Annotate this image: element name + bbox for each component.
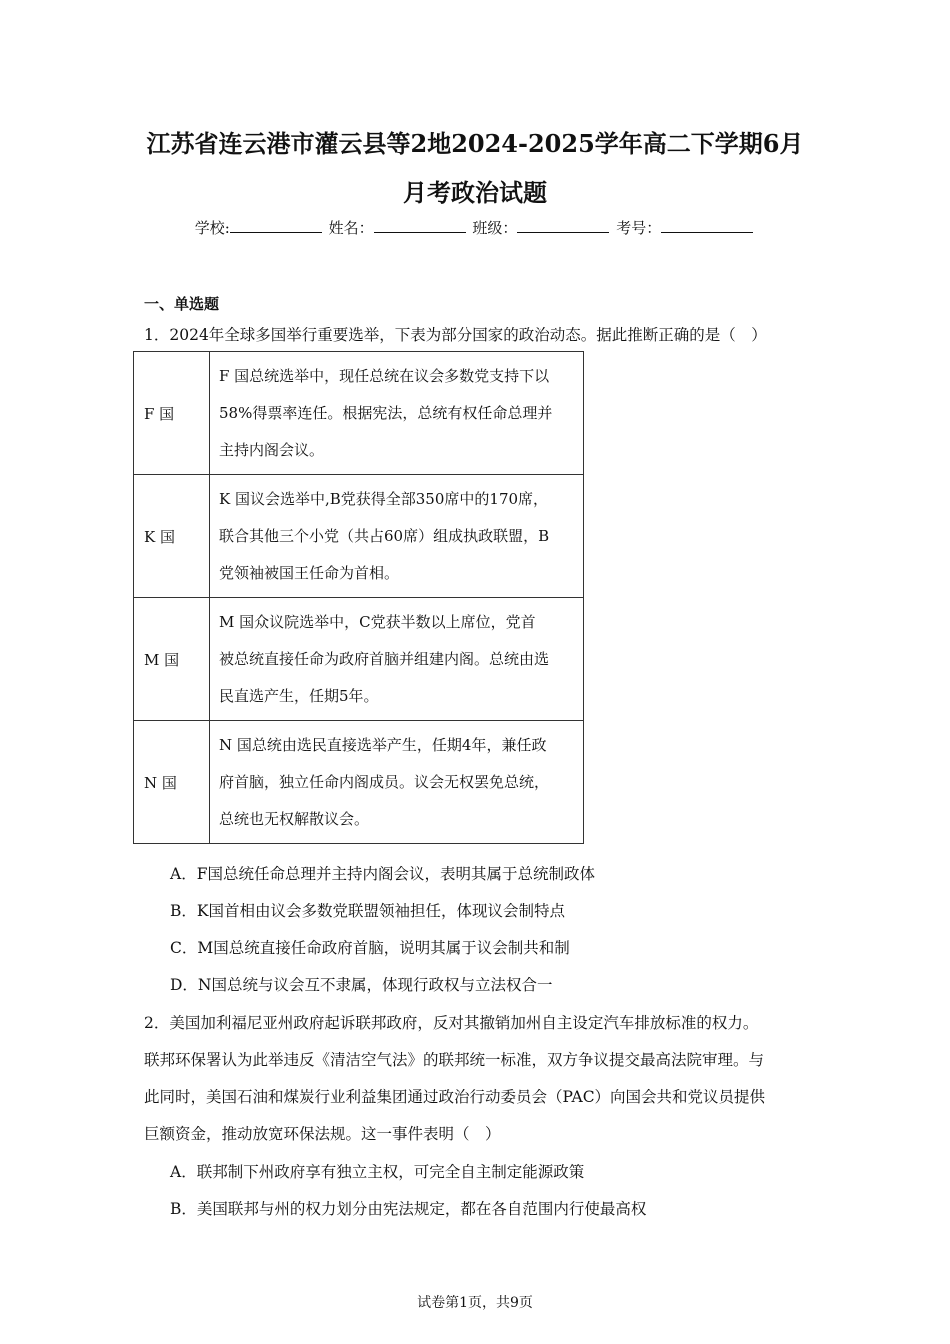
class-label: 班级： xyxy=(472,219,518,237)
page-footer: 试卷第1页，共9页 xyxy=(417,1295,533,1311)
description-line: 主持内阁会议。 xyxy=(219,440,325,459)
description-line: K 国议会选举中,B党获得全部350席中的170席， xyxy=(219,489,549,508)
q2-stem-line: 此同时，美国石油和煤炭行业利益集团通过政治行动委员会（PAC）向国会共和党议员提供 xyxy=(144,1088,766,1106)
description-cell xyxy=(210,721,584,844)
question-1-stem: 1．2024年全球多国举行重要选举，下表为部分国家的政治动态。据此推断正确的是（ ） xyxy=(144,326,767,344)
description-line: 58%得票率连任。根据宪法，总统有权任命总理并 xyxy=(219,403,553,422)
description-line: M 国众议院选举中，C党获半数以上席位，党首 xyxy=(219,612,536,631)
title-line-2: 月考政治试题 xyxy=(403,178,547,207)
q1-option-b[interactable]: B．K国首相由议会多数党联盟领袖担任，体现议会制特点 xyxy=(170,902,565,920)
table-row xyxy=(134,352,584,475)
q1-option-d[interactable]: D．N国总统与议会互不隶属，体现行政权与立法权合一 xyxy=(170,976,553,994)
description-line: 被总统直接任命为政府首脑并组建内阁。总统由选 xyxy=(219,649,550,668)
description-line: 民直选产生，任期5年。 xyxy=(219,686,379,705)
table-row xyxy=(134,721,584,844)
exam-no-blank[interactable] xyxy=(661,218,753,233)
country-cell: N 国 xyxy=(134,721,210,844)
country-table xyxy=(133,351,584,844)
school-blank[interactable] xyxy=(230,218,322,233)
q1-option-a[interactable]: A．F国总统任命总理并主持内阁会议，表明其属于总统制政体 xyxy=(170,865,595,883)
school-label: 学校: xyxy=(194,219,230,237)
description-cell xyxy=(210,598,584,721)
student-info-fields xyxy=(0,217,950,238)
country-cell: F 国 xyxy=(134,352,210,475)
q2-stem-line: 巨额资金，推动放宽环保法规。这一事件表明（ ） xyxy=(144,1125,501,1143)
section-heading: 一、单选题 xyxy=(144,295,220,313)
description-cell xyxy=(210,475,584,598)
description-line: 府首脑，独立任命内阁成员。议会无权罢免总统， xyxy=(219,772,550,791)
exam-no-label: 考号： xyxy=(616,219,662,237)
description-line: 党领袖被国王任命为首相。 xyxy=(219,563,400,582)
description-line: N 国总统由选民直接选举产生，任期4年，兼任政 xyxy=(219,735,547,754)
class-blank[interactable] xyxy=(517,218,609,233)
name-blank[interactable] xyxy=(374,218,466,233)
table-row xyxy=(134,598,584,721)
country-cell: K 国 xyxy=(134,475,210,598)
country-cell: M 国 xyxy=(134,598,210,721)
q2-option-a[interactable]: A．联邦制下州政府享有独立主权，可完全自主制定能源政策 xyxy=(170,1163,585,1181)
description-line: 联合其他三个小党（共占60席）组成执政联盟，B xyxy=(219,526,550,545)
q1-option-c[interactable]: C．M国总统直接任命政府首脑，说明其属于议会制共和制 xyxy=(170,939,570,957)
q2-stem-line: 2．美国加利福尼亚州政府起诉联邦政府，反对其撤销加州自主设定汽车排放标准的权力。 xyxy=(144,1014,759,1032)
title-line-1: 江苏省连云港市灌云县等2地2024-2025学年高二下学期6月 xyxy=(146,129,804,158)
q2-option-b[interactable]: B．美国联邦与州的权力划分由宪法规定，都在各自范围内行使最高权 xyxy=(170,1200,647,1218)
q2-stem-line: 联邦环保署认为此举违反《清洁空气法》的联邦统一标准，双方争议提交最高法院审理。与 xyxy=(144,1051,765,1069)
description-cell xyxy=(210,352,584,475)
table-row xyxy=(134,475,584,598)
name-label: 姓名： xyxy=(328,219,374,237)
description-line: F 国总统选举中，现任总统在议会多数党支持下以 xyxy=(219,366,550,385)
description-line: 总统也无权解散议会。 xyxy=(219,809,370,828)
